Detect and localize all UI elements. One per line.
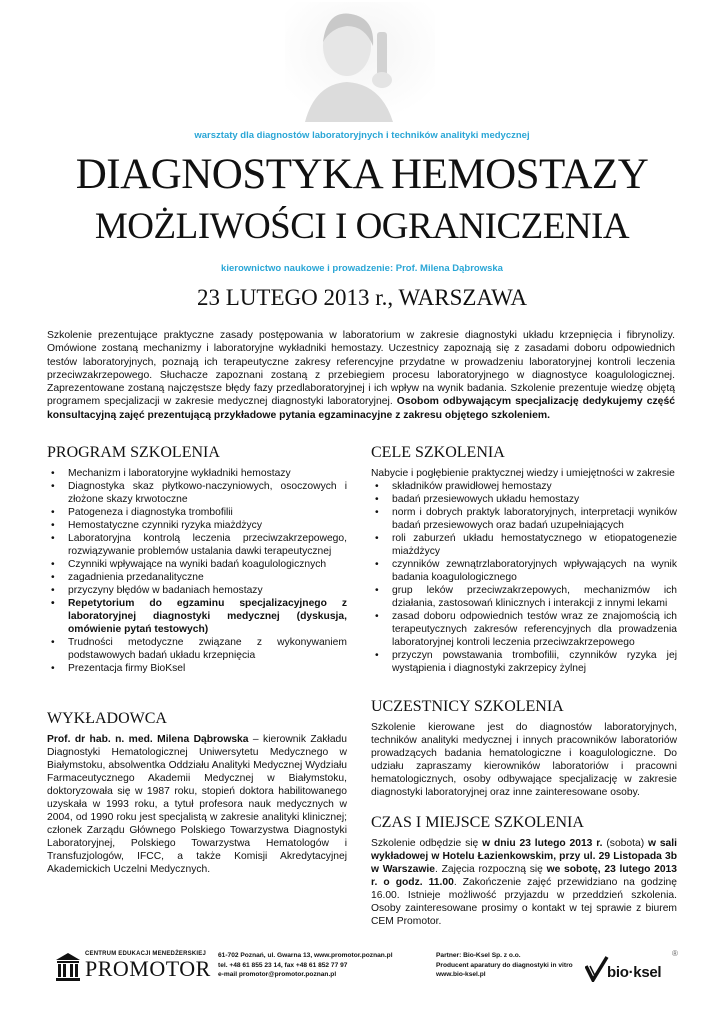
partner-desc: Producent aparatury do diagnostyki in vitro [436, 961, 573, 969]
partner-url: www.bio-ksel.pl [436, 971, 486, 978]
list-item: • Diagnostyka skaz płytkowo-naczyniowych, osoczowych i złożone skazy krwotoczne [47, 480, 347, 506]
partner-name: Partner: Bio-Ksel Sp. z o.o. [436, 952, 521, 959]
list-item: • roli zaburzeń układu hemostatycznego w etiopatogenezie miażdżycy [371, 532, 677, 558]
list-item: • Czynniki wpływające na wyniki badań koagulologicznych [47, 558, 347, 571]
goals-section [371, 443, 677, 675]
lecturer-bio-text: – kierownik Zakładu Diagnostyki Hematologicznej Uniwersytetu Medycznego w Białymstoku, absolwentka Oddziału Analityki Medycznej Wydziału Farmaceutycznego Akademii Medycznej w Białymstoku, doktoryzowała się w 1987 roku, stopień doktora habilitowanego uzyskała w 1993 roku, a tytuł profesora nauk medycznych w 2004, od 1990 roku jest specjalistą w zakresie analityki klinicznej; członek Zarządu Głównego Polskiego Towarzystwa Diagnostyki Laboratoryjnej, Polskiego Towarzystwa Hematologów i Transfuzjologów, IFCC, a także Komisji Akredytacyjnej Akademickich Uczelni Medycznych. [47, 734, 348, 875]
event-date: 23 LUTEGO 2013 r., WARSZAWA [197, 285, 527, 310]
participants-section [371, 697, 677, 799]
org-small-name: CENTRUM EDUKACJI MENEDŻERSKIEJ [85, 951, 207, 957]
title-line-1: DIAGNOSTYKA HEMOSTAZY [75, 151, 649, 198]
intro-paragraph [47, 329, 675, 422]
tagline: warsztaty dla diagnostów laboratoryjnych i techników analityki medycznej [194, 130, 530, 141]
list-item: • Laboratoryjna kontrolą leczenia przeciwzakrzepowego, rozwiązywanie problemów ustalania dawki terapeutycznej [47, 532, 347, 558]
org-name: PROMOTOR [85, 956, 211, 981]
list-item: • czynników zewnątrzlaboratoryjnych wpływających na wynik badania koagulologicznego [371, 558, 677, 584]
list-item: • przyczyn powstawania trombofilii, czynników ryzyka jej wystąpienia i diagnostyki zakrzepicy żylnej [371, 649, 677, 675]
list-item: • przyczyny błędów w badaniach hemostazy [47, 584, 347, 597]
participants-heading: UCZESTNICY SZKOLENIA [371, 698, 564, 715]
list-item: • Mechanizm i laboratoryjne wykładniki hemostazy [47, 467, 347, 480]
goals-heading: CELE SZKOLENIA [371, 444, 505, 461]
lecturer-section [47, 709, 347, 876]
list-item: • grup leków przeciwzakrzepowych, mechanizmów ich działania, zastosowań klinicznych i interakcji z innymi lekami [371, 584, 677, 610]
bioksel-logo [585, 956, 685, 986]
program-section [47, 443, 347, 675]
list-item: • zagadnienia przedanalityczne [47, 571, 347, 584]
lecturer-heading: WYKŁADOWCA [47, 710, 167, 727]
title-line-2: MOŻLIWOŚCI I OGRANICZENIA [94, 206, 630, 247]
intro-bold: Osobom odbywającym specjalizację dedykujemy część konsultacyjną zajęć prezentującą przykładowe pytania egzaminacyjne z zakresu objętego szkoleniem. [47, 396, 675, 421]
goals-lead: Nabycie i pogłębienie praktycznej wiedzy i umiejętności w zakresie [371, 468, 675, 479]
program-list [47, 467, 347, 675]
list-item: • Patogeneza i diagnostyka trombofilii [47, 506, 347, 519]
schedule-text-part: . Zajęcia rozpoczną się [435, 864, 547, 875]
columns-icon [55, 952, 81, 982]
list-item: • Prezentacja firmy BioKsel [47, 662, 347, 675]
promotor-logo [55, 948, 215, 988]
scientific-direction: kierownictwo naukowe i prowadzenie: Prof. Milena Dąbrowska [221, 263, 503, 274]
bioksel-check-icon [585, 956, 609, 982]
participants-text: Szkolenie kierowane jest do diagnostów laboratoryjnych, techników analityki medycznej i innych pracowników laboratoriów prowadzących badania hematologiczne i koagulologiczne. Do udziału zapraszamy kierowników laboratoriów i pracowni hematologicznych, osoby odbywające specjalizację w zakresie diagnostyki laboratoryjnej oraz inne zainteresowane osoby. [371, 722, 677, 798]
schedule-date: w dniu 23 lutego 2013 r. [482, 838, 603, 849]
schedule-venue: w sali wykładowej w Hotelu Łazienkowskim, przy ul. 29 Listopada 3b w Warszawie [371, 838, 677, 875]
hero-photo [285, 2, 435, 122]
list-item: • badań przesiewowych układu hemostazy [371, 493, 677, 506]
program-heading: PROGRAM SZKOLENIA [47, 444, 220, 461]
list-item: • Repetytorium do egzaminu specjalizacyjnego z laboratoryjnej diagnostyki medycznej (dyskusja, omówienie pytań testowych) [47, 597, 347, 636]
list-item: • norm i dobrych praktyk laboratoryjnych, interpretacji wyników badań przesiewowych oraz badań uzupełniających [371, 506, 677, 532]
contact-phone: tel. +48 61 855 23 14, fax +48 61 852 77 97 [218, 961, 348, 969]
list-item: • składników prawidłowej hemostazy [371, 480, 677, 493]
schedule-text-part: . Zakończenie zajęć przewidziano na godzinę 16.00. Istnieje możliwość przyjazdu w przeddzień szkolenia. Osoby zainteresowane prosimy o kontakt w tej sprawie z biurem CEM Promotor. [371, 877, 677, 927]
registered-mark: ® [672, 949, 678, 958]
lecturer-name: Prof. dr hab. n. med. Milena Dąbrowska [47, 734, 249, 745]
schedule-text-part: Szkolenie odbędzie się [371, 838, 483, 849]
footer [0, 948, 724, 1018]
contact-block [218, 951, 393, 980]
contact-email: e-mail promotor@promotor.poznan.pl [218, 971, 337, 978]
schedule-text [371, 837, 677, 928]
schedule-text-part: (sobota) [602, 838, 648, 849]
list-item: • Trudności metodyczne związane z wykonywaniem podstawowych badań układu krzepnięcia [47, 636, 347, 662]
intro-text: Szkolenie prezentujące praktyczne zasady postępowania w laboratorium w zakresie diagnostyki układu krzepnięcia i fibrynolizy. Omówione zostaną mechanizmy i laboratoryjne wykładniki hemostazy. Uczestnicy zapoznają się z zasadami doboru odpowiednich testów laboratoryjnych, poznają ich terapeutyczne zakresy referencyjne przydatne w prowadzeniu laboratoryjnej kontroli leczenia przeciwzakrzepowego. Słuchacze zapoznani zostaną z przebiegiem procesu laboratoryjnego w diagnostyce koagulologicznej. Zaprezentowane zostaną najczęstsze błędy fazy przedlaboratoryjnej i ich wpływ na wynik badania. Szkolenie prezentuje wiedzę objętą programem specjalizacji w zakresie medycznej diagnostyki laboratoryjnej. [47, 330, 675, 408]
contact-address: 61-702 Poznań, ul. Gwarna 13, www.promotor.poznan.pl [218, 952, 393, 959]
lecturer-bio [47, 733, 347, 876]
list-item: • Hemostatyczne czynniki ryzyka miażdżycy [47, 519, 347, 532]
schedule-section [371, 813, 677, 928]
schedule-start: we sobotę, 23 lutego 2013 r. o godz. 11.00 [371, 864, 678, 888]
partner-block [436, 951, 573, 980]
brand-name: bio·ksel [607, 964, 662, 981]
list-item: • zasad doboru odpowiednich testów wraz ze znajomością ich terapeutycznych zakresów referencyjnych dla prowadzenia laboratoryjnej kontroli leczenia przeciwzakrzepowego [371, 610, 677, 649]
goals-list [371, 480, 677, 675]
schedule-heading: CZAS I MIEJSCE SZKOLENIA [371, 814, 584, 831]
